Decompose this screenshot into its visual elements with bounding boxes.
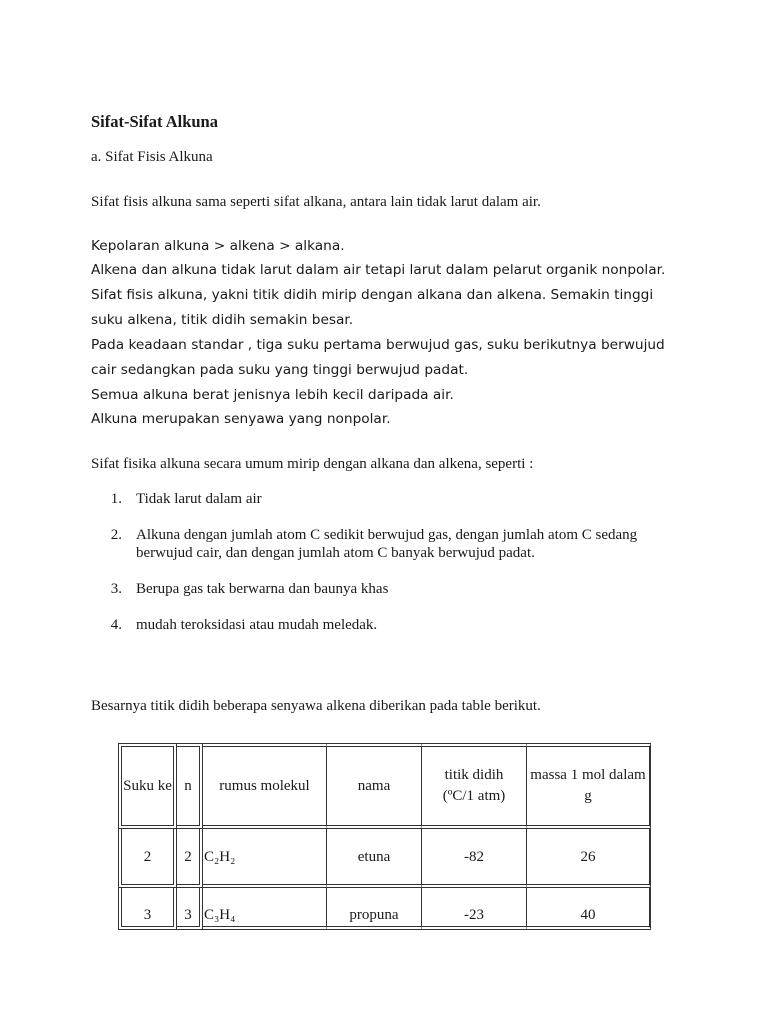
table-cell: 40: [527, 888, 651, 930]
table-cell: -23: [422, 888, 527, 930]
table-cell: 3: [118, 888, 177, 930]
list-item-text: Berupa gas tak berwarna dan baunya khas: [136, 581, 389, 597]
properties-list: [91, 490, 666, 652]
property-paragraph: Alkuna merupakan senyawa yang nonpolar.: [91, 411, 391, 428]
table-header-cell: [527, 743, 651, 829]
list-item-text: Tidak larut dalam air: [136, 491, 262, 507]
property-paragraph: Alkena dan alkuna tidak larut dalam air tetapi larut dalam pelarut organik nonpolar.: [91, 262, 666, 279]
header-line: g: [584, 788, 592, 804]
property-paragraph: Sifat fisis alkuna, yakni titik didih mirip dengan alkana dan alkena. Semakin tinggi suku alkena, titik didih semakin besar.: [91, 287, 654, 329]
header-line: rumus molekul: [219, 777, 310, 794]
list-intro: Sifat fisika alkuna secara umum mirip dengan alkana dan alkena, seperti :: [91, 456, 534, 472]
table-cell: C₂H₂: [203, 829, 327, 888]
table-header-cell: [177, 743, 203, 829]
header-line: Suku ke: [123, 777, 172, 794]
header-line: titik didih: [444, 767, 504, 783]
table-cell: 2: [118, 829, 177, 888]
property-paragraph: Pada keadaan standar , tiga suku pertama berwujud gas, suku berikutnya berwujud cair sedangkan pada suku yang tinggi berwujud padat.: [91, 336, 665, 378]
table-header-cell: [327, 743, 422, 829]
table-cell: C₃H₄: [203, 888, 327, 930]
table-cell: 26: [527, 829, 651, 888]
header-line: (ºC/1 atm): [442, 788, 506, 804]
section-heading: a. Sifat Fisis Alkuna: [91, 149, 213, 165]
properties-block: [91, 234, 681, 433]
table-intro: Besarnya titik didih beberapa senyawa alkena diberikan pada table berikut.: [91, 698, 541, 714]
list-item: [91, 616, 666, 634]
list-item: [91, 490, 666, 508]
list-marker: 2.: [110, 527, 122, 543]
list-item-text: mudah teroksidasi atau mudah meledak.: [136, 617, 378, 633]
list-marker: 4.: [110, 617, 122, 633]
intro-paragraph: Sifat fisis alkuna sama seperti sifat alkana, antara lain tidak larut dalam air.: [91, 194, 541, 210]
table-cell: 3: [177, 888, 203, 930]
table-cell: etuna: [327, 829, 422, 888]
list-item: [91, 526, 666, 562]
list-marker: 3.: [110, 581, 122, 597]
document-title: Sifat-Sifat Alkuna: [91, 112, 218, 131]
list-item: [91, 580, 666, 598]
header-line: nama: [357, 777, 391, 794]
header-line: massa 1 mol dalam: [530, 767, 646, 783]
boiling-point-table: [118, 743, 651, 930]
header-line: n: [184, 777, 192, 794]
property-paragraph: Semua alkuna berat jenisnya lebih kecil daripada air.: [91, 386, 454, 403]
table-cell: 2: [177, 829, 203, 888]
table-header-cell: [203, 743, 327, 829]
list-item-text: Alkuna dengan jumlah atom C sedikit berwujud gas, dengan jumlah atom C sedang berwujud cair, dan dengan jumlah atom C banyak berwujud padat.: [136, 527, 638, 561]
property-paragraph: Kepolaran alkuna > alkena > alkana.: [91, 237, 345, 254]
table-cell: -82: [422, 829, 527, 888]
list-marker: 1.: [110, 491, 122, 507]
table-header-cell: [118, 743, 177, 829]
table-header-cell: [422, 743, 527, 829]
table-cell: propuna: [327, 888, 422, 930]
